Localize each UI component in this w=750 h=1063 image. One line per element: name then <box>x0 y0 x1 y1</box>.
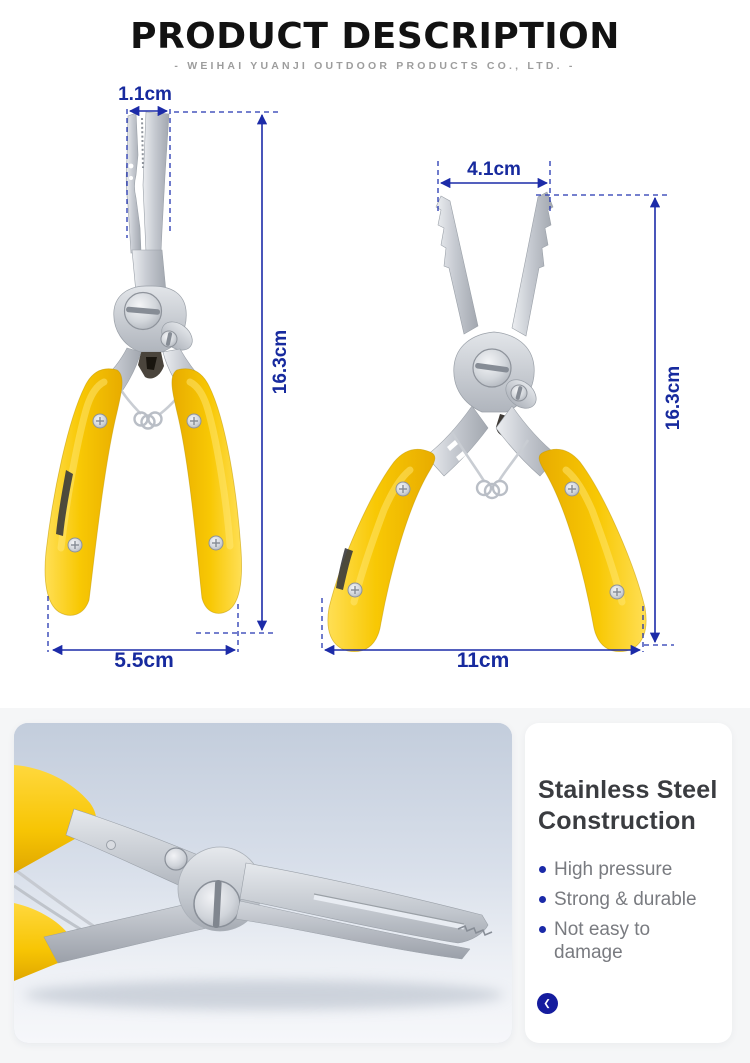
prev-button[interactable] <box>537 993 558 1014</box>
feature-list <box>538 858 722 964</box>
feature-item-label: High pressure <box>554 859 673 880</box>
dim-label-handle-spread: 11cm <box>456 649 510 672</box>
dim-label-open-length: 16.3cm <box>663 365 684 431</box>
feature-item <box>538 888 722 911</box>
company-subtitle: - WEIHAI YUANJI OUTDOOR PRODUCTS CO., LTD. - <box>174 59 576 72</box>
product-photo <box>14 723 512 1043</box>
feature-card <box>525 723 732 1043</box>
feature-item <box>538 858 722 881</box>
bullet-dot <box>539 866 546 873</box>
dim-label-tip-width: 1.1cm <box>118 84 172 105</box>
closed-pliers-illustration <box>45 112 242 615</box>
dim-label-closed-length: 16.3cm <box>270 329 291 395</box>
pliers-closeup-photo <box>14 723 512 1043</box>
feature-item-label: Strong & durable <box>554 889 697 910</box>
page-title: PRODUCT DESCRIPTION <box>130 16 620 57</box>
feature-heading: Stainless Steel Construction <box>538 776 718 835</box>
feature-item <box>538 918 722 964</box>
bullet-dot <box>539 926 546 933</box>
dim-label-handle-width: 5.5cm <box>114 649 174 672</box>
open-pliers-illustration <box>328 192 646 652</box>
dim-label-jaw-spread: 4.1cm <box>467 159 521 180</box>
bullet-dot <box>539 896 546 903</box>
feature-item-label: Not easy to damage <box>554 919 651 963</box>
chevron-left-icon: ❮ <box>543 998 551 1008</box>
